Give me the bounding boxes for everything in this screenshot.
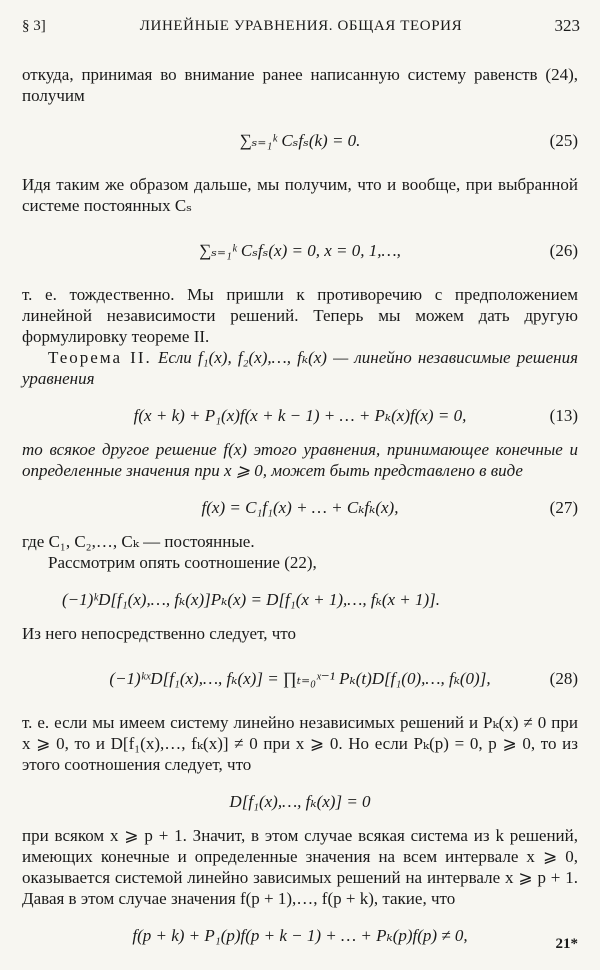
theorem-text: Если f₁(x), f₂(x),…, fₖ(x) — линейно независимые решения уравнения [22, 348, 579, 388]
equation-formula: (−1)ᵏD[f₁(x),…, fₖ(x)]Pₖ(x) = D[f₁(x + 1),…, fₖ(x + 1)]. [62, 590, 441, 609]
equation-25 [22, 114, 578, 166]
running-title: ЛИНЕЙНЫЕ УРАВНЕНИЯ. ОБЩАЯ ТЕОРИЯ [139, 18, 463, 34]
paragraph: Из него непосредственно следует, что [22, 624, 296, 643]
equation-number: (27) [549, 498, 578, 517]
running-header [22, 16, 580, 40]
section-mark: § 3] [22, 18, 46, 34]
printer-signature: 21* [555, 936, 578, 952]
paragraph: то всякое другое решение f(x) этого уравнения, принимающее конечные и определенные значения при x ⩾ 0, может быть представлено в виде [22, 440, 578, 480]
equation-number: (28) [549, 669, 578, 688]
equation-formula: f(x + k) + P₁(x)f(x + k − 1) + … + Pₖ(x)f(x) = 0, [133, 406, 467, 425]
paragraph: Идя таким же образом дальше, мы получим, что и вообще, при выбранной системе постоянных Cₛ [22, 175, 578, 215]
equation-26 [22, 224, 578, 276]
equation-27 [22, 489, 578, 523]
page-body [22, 64, 578, 959]
page-number: 323 [554, 16, 580, 35]
equation-nonzero [22, 917, 578, 951]
equation-13 [22, 397, 578, 431]
equation-formula: f(x) = C₁f₁(x) + … + Cₖfₖ(x), [201, 498, 399, 517]
paragraph: т. е. тождественно. Мы пришли к противоречию с предположением линейной независимости решений. Теперь мы можем дать другую формулировку теореме II. [22, 285, 578, 346]
equation-number: (13) [549, 406, 578, 425]
paragraph: при всяком x ⩾ p + 1. Значит, в этом случае всякая система из k решений, имеющих конечные и определенные значения на всем интервале x ⩾ 0, оказывается системой линейно зависимых решений на интервале x ⩾ p + 1. Давая в этом случае значения f(p + 1),…, f(p + k), такие, что [22, 826, 578, 908]
equation-28 [22, 652, 578, 704]
paragraph: откуда, принимая во внимание ранее написанную систему равенств (24), получим [22, 65, 578, 105]
equation-number: (25) [549, 131, 578, 150]
paragraph: Рассмотрим опять соотношение (22), [48, 553, 317, 572]
equation-formula: ∑ₛ₌₁ᵏ Cₛfₛ(k) = 0. [239, 131, 361, 150]
equation-formula: D[f₁(x),…, fₖ(x)] = 0 [229, 792, 371, 811]
theorem-label: Теорема II. [48, 348, 152, 367]
equation-22 [22, 581, 578, 615]
equation-formula: f(p + k) + P₁(p)f(p + k − 1) + … + Pₖ(p)f(p) ≠ 0, [132, 926, 468, 945]
equation-formula: (−1)ᵏˣD[f₁(x),…, fₖ(x)] = ∏ₜ₌₀ˣ⁻¹ Pₖ(t)D[f₁(0),…, fₖ(0)], [109, 669, 491, 688]
equation-formula: ∑ₛ₌₁ᵏ Cₛfₛ(x) = 0, x = 0, 1,…, [199, 241, 401, 260]
theorem-statement [22, 347, 578, 389]
paragraph: где C₁, C₂,…, Cₖ — постоянные. [22, 532, 255, 551]
equation-determinant-zero [22, 783, 578, 817]
paragraph: т. е. если мы имеем систему линейно независимых решений и Pₖ(x) ≠ 0 при x ⩾ 0, то и D[f₁(x),…, fₖ(x)] ≠ 0 при x ⩾ 0. Но если Pₖ(p) = 0, p ⩾ 0, то из этого соотношения следует, что [22, 713, 578, 774]
equation-number: (26) [549, 241, 578, 260]
